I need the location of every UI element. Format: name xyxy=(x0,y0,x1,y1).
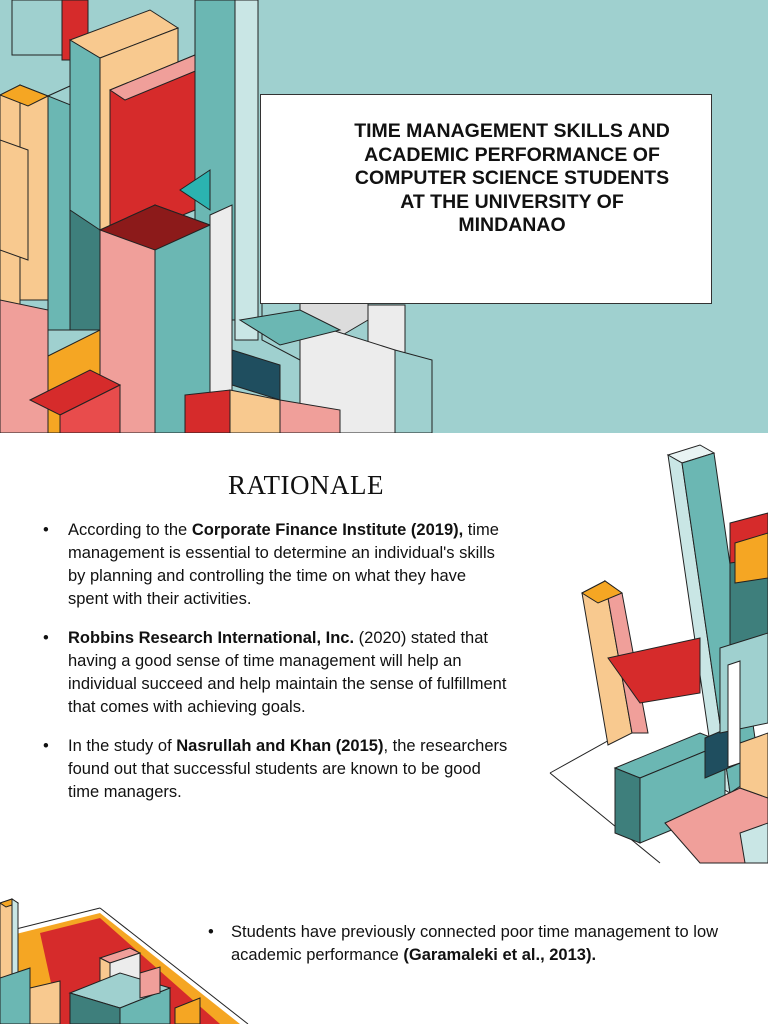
citation-bold: Robbins Research International, Inc. xyxy=(68,629,355,647)
citation-bold: Nasrullah and Khan (2015) xyxy=(176,737,384,755)
title-line: TIME MANAGEMENT SKILLS AND xyxy=(354,120,670,142)
title-line: AT THE UNIVERSITY OF xyxy=(400,190,624,213)
bullet-text: Students have previously connected poor time management to low academic performance xyxy=(231,923,719,964)
bullet-text: time management is essential to determine an individual's skills by planning and controlling the time on what they have spent with their activities. xyxy=(68,521,499,608)
title-line: ACADEMIC PERFORMANCE OF xyxy=(364,143,660,166)
rationale-bullet-list xyxy=(40,519,510,820)
list-item xyxy=(40,519,510,611)
list-item xyxy=(40,627,510,719)
list-item xyxy=(40,735,510,804)
citation-bold: (Garamaleki et al., 2013). xyxy=(403,946,597,964)
title-slide xyxy=(0,0,768,433)
rationale-slide xyxy=(0,433,768,1024)
title-line: MINDANAO xyxy=(458,214,566,236)
bullet-text: According to the xyxy=(68,521,192,539)
presentation-title xyxy=(300,120,724,238)
bullet-text: (2020) stated that having a good sense of time management will help an individual succeed and help maintain the sense of fulfillment that comes with achieving goals. xyxy=(68,629,507,716)
citation-bold: Corporate Finance Institute (2019), xyxy=(191,521,464,539)
bullet-text: In the study of xyxy=(68,737,177,755)
bullet-text: , the researchers found out that successful students are known to be good time managers. xyxy=(68,737,508,801)
title-line: COMPUTER SCIENCE STUDENTS xyxy=(354,167,670,189)
list-item xyxy=(208,921,728,967)
section-heading: RATIONALE xyxy=(228,470,384,500)
